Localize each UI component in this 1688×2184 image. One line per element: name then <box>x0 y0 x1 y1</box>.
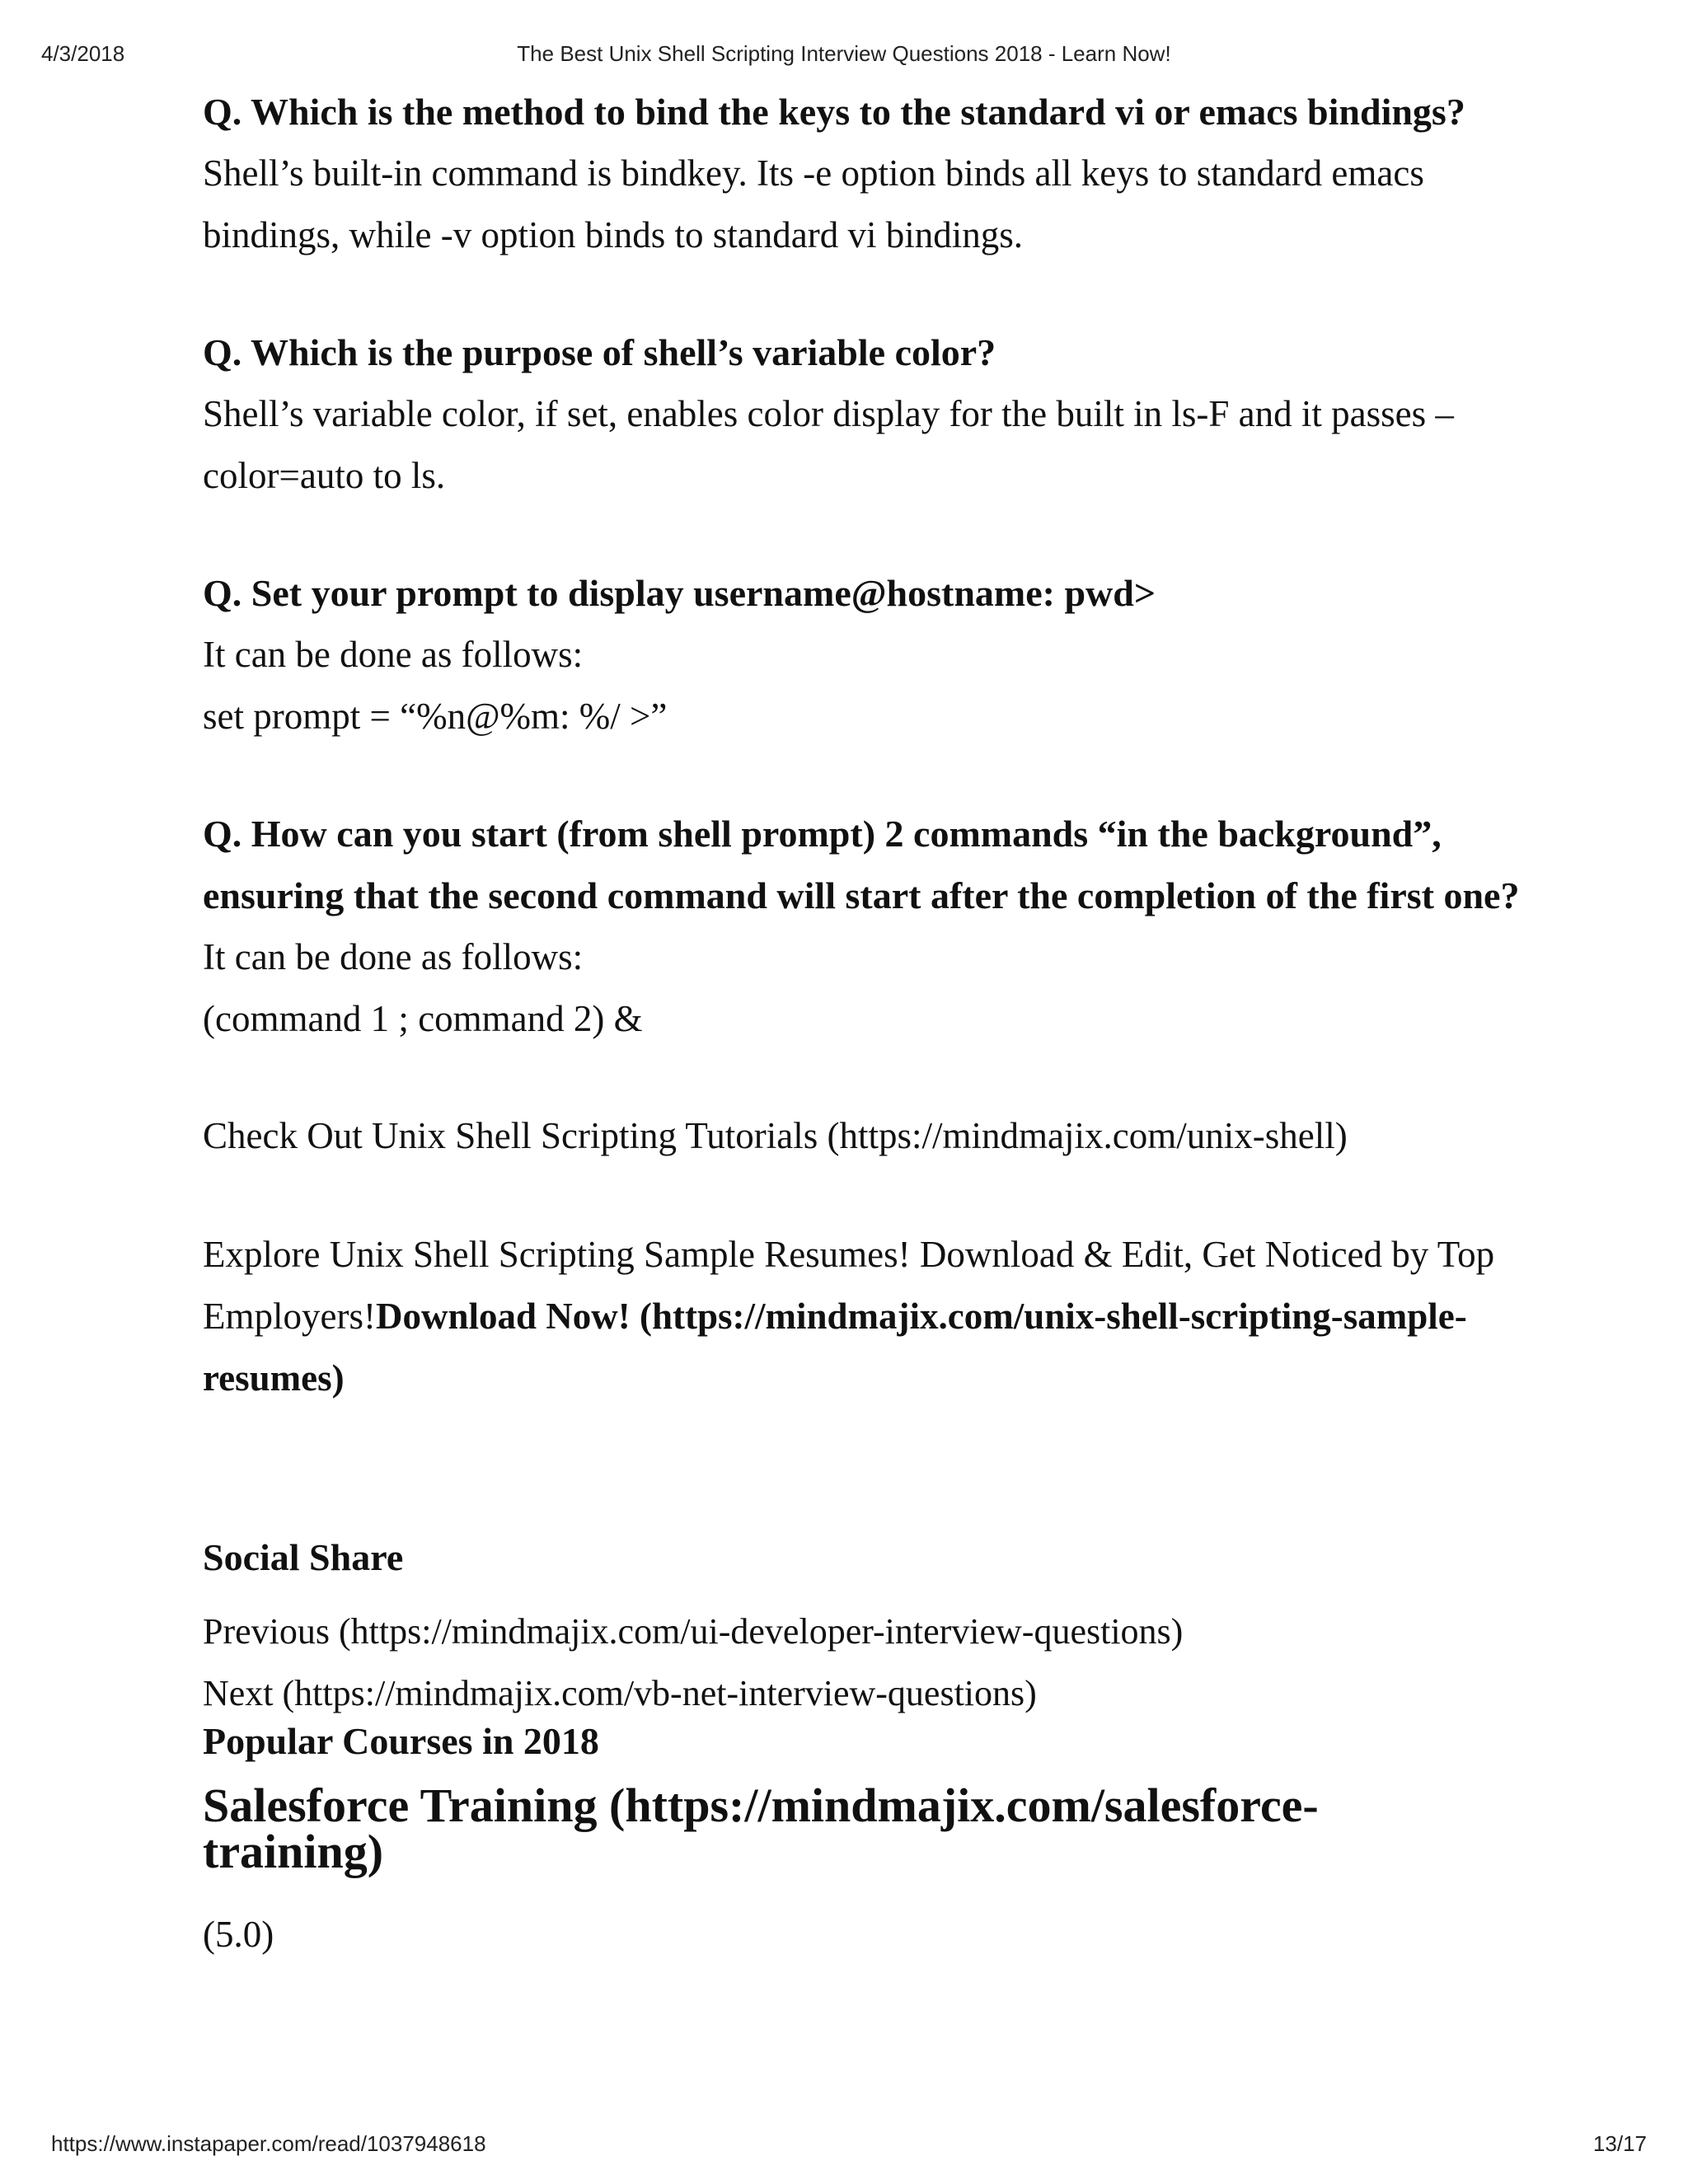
qa-item <box>203 803 1522 1050</box>
next-link[interactable]: Next (https://mindmajix.com/vb-net-interview-questions) <box>203 1673 1037 1713</box>
question-heading: Q. Which is the purpose of shell’s variable color? <box>203 331 996 373</box>
article-content <box>203 81 1522 1959</box>
social-share-heading: Social Share <box>203 1536 404 1578</box>
popular-courses-heading: Popular Courses in 2018 <box>203 1720 599 1762</box>
answer-text: Shell’s variable color, if set, enables color display for the built in ls-F and it passes –color=auto to ls. <box>203 393 1454 496</box>
qa-item <box>203 321 1522 507</box>
print-source-url: https://www.instapaper.com/read/1037948618 <box>51 2131 486 2156</box>
print-date: 4/3/2018 <box>41 41 125 66</box>
answer-text: Shell’s built-in command is bindkey. Its -e option binds all keys to standard emacs bindings, while -v option binds to standard vi bindings. <box>203 152 1424 255</box>
question-heading: Q. How can you start (from shell prompt) 2 commands “in the background”, ensuring that the second command will start after the completion of the first one? <box>203 813 1520 916</box>
answer-text: It can be done as follows: <box>203 936 584 977</box>
print-header <box>0 41 1688 69</box>
course-rating: (5.0) <box>203 1914 274 1955</box>
qa-item <box>203 562 1522 748</box>
resume-promo <box>203 1224 1522 1409</box>
print-page-title: The Best Unix Shell Scripting Interview Questions 2018 - Learn Now! <box>517 41 1171 66</box>
qa-item <box>203 81 1522 266</box>
answer-text: It can be done as follows: <box>203 634 584 675</box>
question-heading: Q. Which is the method to bind the keys to the standard vi or emacs bindings? <box>203 91 1465 133</box>
answer-code: set prompt = “%n@%m: %/ >” <box>203 696 668 737</box>
tutorials-link[interactable]: Check Out Unix Shell Scripting Tutorials (https://mindmajix.com/unix-shell) <box>203 1115 1348 1156</box>
print-footer <box>0 2131 1688 2159</box>
course-title-link[interactable]: Salesforce Training (https://mindmajix.com/salesforce-training) <box>203 1779 1319 1878</box>
download-now-link[interactable]: Download Now! (https://mindmajix.com/unix-shell-scripting-sample-resumes) <box>203 1296 1467 1399</box>
previous-link[interactable]: Previous (https://mindmajix.com/ui-developer-interview-questions) <box>203 1611 1184 1652</box>
answer-code: (command 1 ; command 2) & <box>203 998 643 1039</box>
question-heading: Q. Set your prompt to display username@hostname: pwd> <box>203 572 1156 614</box>
page-number: 13/17 <box>1592 2131 1647 2156</box>
resume-promo-text: Explore Unix Shell Scripting Sample Resumes! Download & Edit, Get Noticed by Top Employers! <box>203 1234 1495 1337</box>
